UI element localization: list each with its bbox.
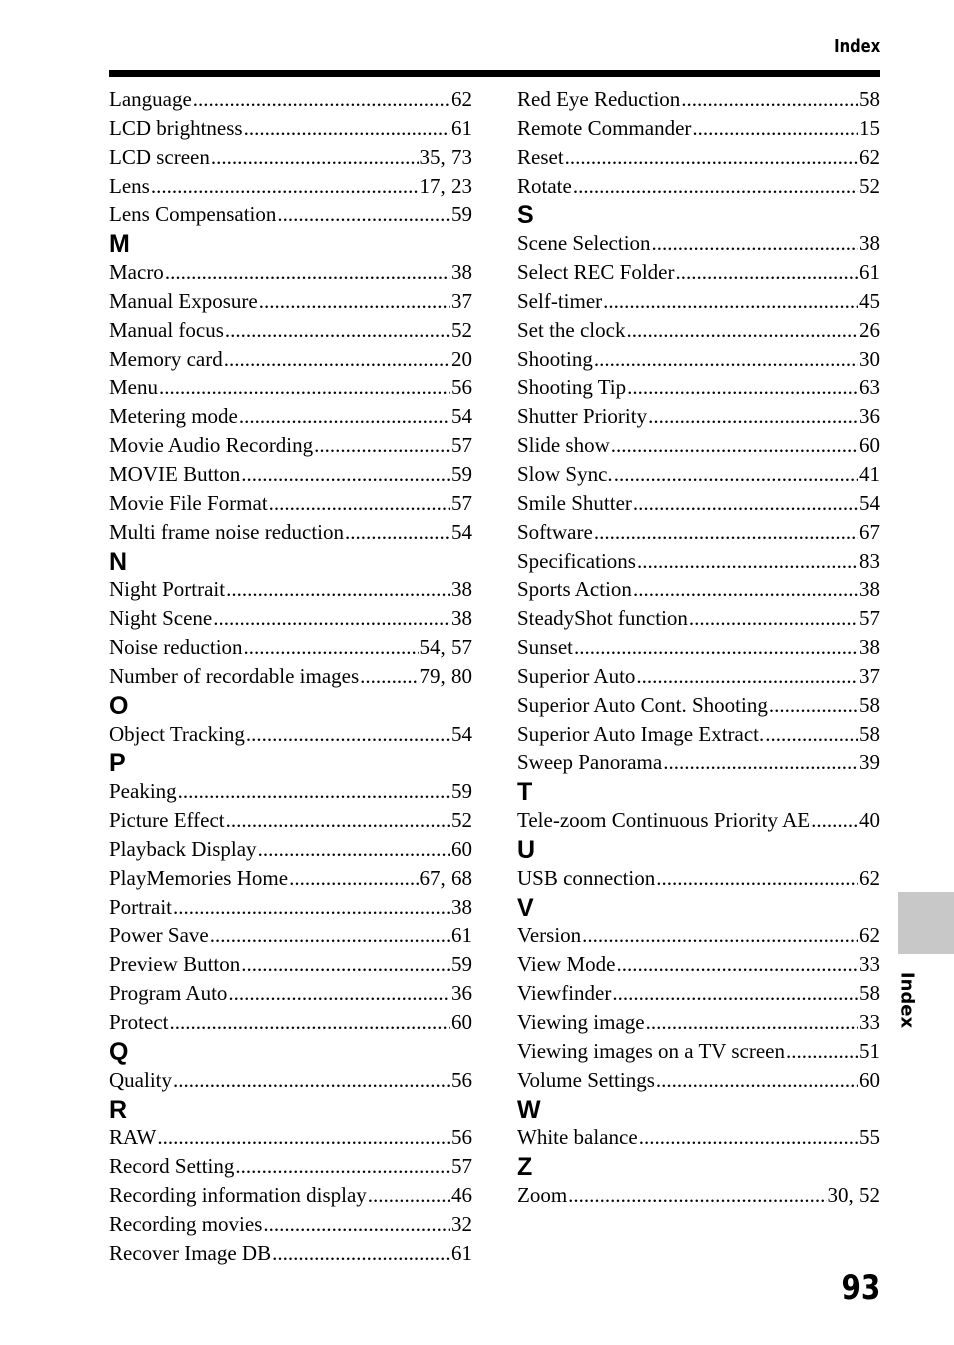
index-page-ref[interactable]: 52 <box>451 317 472 342</box>
index-page-ref[interactable]: 38 <box>859 635 880 660</box>
dot-leader <box>246 720 450 749</box>
index-column-right <box>517 85 880 1210</box>
dot-leader <box>626 316 858 345</box>
dot-leader <box>811 806 858 835</box>
index-term: Night Scene <box>109 606 213 631</box>
dot-leader <box>277 200 450 229</box>
index-page-ref[interactable]: 61 <box>859 260 880 285</box>
index-term: Noise reduction <box>109 635 243 660</box>
dot-leader <box>652 229 858 258</box>
index-entry <box>517 431 880 460</box>
dot-leader <box>228 979 450 1008</box>
index-page-ref[interactable]: 38 <box>859 231 880 256</box>
index-term: Memory card <box>109 346 223 371</box>
index-term: Self-timer <box>517 288 603 313</box>
index-page-ref[interactable]: 41 <box>859 461 880 486</box>
index-page-ref[interactable]: 15 <box>859 115 880 140</box>
dot-leader <box>574 633 858 662</box>
index-term: Language <box>109 87 192 111</box>
index-term: Metering mode <box>109 404 238 429</box>
index-term: Manual Exposure <box>109 288 258 313</box>
dot-leader <box>211 143 419 172</box>
index-term: Sweep Panorama <box>517 750 663 775</box>
index-term: USB connection <box>517 865 656 890</box>
index-entry <box>109 777 472 806</box>
index-page-ref[interactable]: 37 <box>451 288 472 313</box>
index-entry <box>517 114 880 143</box>
dot-leader <box>633 489 858 518</box>
dot-leader <box>573 172 858 201</box>
dot-leader <box>627 373 858 402</box>
index-page-ref[interactable]: 58 <box>859 692 880 717</box>
dot-leader <box>594 345 858 374</box>
index-page-ref[interactable]: 54 <box>859 490 880 515</box>
index-entry <box>109 979 472 1008</box>
index-term: Menu <box>109 375 158 400</box>
dot-leader <box>368 1181 450 1210</box>
index-term: View Mode <box>517 952 616 977</box>
index-term: Viewfinder <box>517 981 612 1006</box>
index-page-ref[interactable]: 62 <box>859 865 880 890</box>
index-entry <box>517 287 880 316</box>
index-term: Sports Action <box>517 577 632 602</box>
index-page-ref[interactable]: 62 <box>859 144 880 169</box>
index-page-ref[interactable]: 63 <box>859 375 880 400</box>
index-entry <box>109 1008 472 1037</box>
index-entry <box>517 258 880 287</box>
index-page-ref[interactable]: 56 <box>451 1125 472 1150</box>
index-term: Object Tracking <box>109 721 245 746</box>
index-page-ref[interactable]: 60 <box>859 433 880 458</box>
index-term: Power Save <box>109 923 209 948</box>
index-letter-heading: Q <box>109 1037 129 1066</box>
index-letter-heading: S <box>517 201 534 230</box>
index-page-ref[interactable]: 30 <box>859 346 880 371</box>
dot-leader <box>769 691 858 720</box>
index-term: Tele-zoom Continuous Priority AE <box>517 808 811 833</box>
index-term: RAW <box>109 1125 157 1150</box>
index-page-ref[interactable]: 33 <box>859 952 880 977</box>
index-page-ref[interactable]: 61 <box>451 1240 472 1265</box>
dot-leader <box>173 1066 450 1095</box>
index-page-ref[interactable]: 38 <box>451 577 472 602</box>
index-term: Slow Sync. <box>517 461 613 486</box>
dot-leader <box>646 1008 858 1037</box>
dot-leader <box>239 402 450 431</box>
index-term: Lens <box>109 173 150 198</box>
dot-leader <box>637 547 858 576</box>
dot-leader <box>314 431 450 460</box>
index-term: Multi frame noise reduction <box>109 519 345 544</box>
index-page-ref[interactable]: 62 <box>859 923 880 948</box>
index-entry <box>517 143 880 172</box>
dot-leader <box>663 748 858 777</box>
index-term: Night Portrait <box>109 577 226 602</box>
index-letter-heading: T <box>517 778 533 807</box>
index-entry <box>517 950 880 979</box>
index-page-ref[interactable]: 46 <box>451 1183 472 1208</box>
index-page-ref[interactable]: 39 <box>859 750 880 775</box>
index-entry <box>109 921 472 950</box>
index-term: Protect <box>109 1010 169 1034</box>
dot-leader <box>225 316 450 345</box>
dot-leader <box>157 1123 450 1152</box>
index-term: Preview Button <box>109 952 241 977</box>
index-entry <box>109 345 472 374</box>
index-letter-heading: W <box>517 1095 541 1124</box>
index-term: LCD screen <box>109 144 210 169</box>
dot-leader <box>656 1066 858 1095</box>
section-header-label: Index <box>833 36 880 57</box>
index-term: Movie File Format <box>109 490 268 515</box>
index-term: Recording information display <box>109 1183 367 1208</box>
dot-leader <box>272 1239 450 1268</box>
index-letter-heading: O <box>109 691 129 720</box>
index-page-ref[interactable]: 62 <box>451 87 472 111</box>
index-page-ref[interactable]: 54, 57 <box>419 635 472 660</box>
index-term: PlayMemories Home <box>109 865 289 890</box>
index-entry <box>109 287 472 316</box>
side-tab-label: Index <box>896 971 918 1029</box>
dot-leader <box>639 1123 858 1152</box>
index-page-ref[interactable]: 37 <box>859 663 880 688</box>
dot-leader <box>656 864 858 893</box>
dot-leader <box>568 1181 826 1210</box>
dot-leader <box>648 402 858 431</box>
index-letter-heading: N <box>109 547 128 576</box>
index-letter-heading: P <box>109 749 126 778</box>
index-page-ref[interactable]: 57 <box>451 433 472 458</box>
dot-leader <box>159 373 450 402</box>
index-term: Shooting <box>517 346 593 371</box>
index-page-ref[interactable]: 20 <box>451 346 472 371</box>
dot-leader <box>173 893 450 922</box>
index-page-ref[interactable]: 52 <box>451 808 472 833</box>
index-entry <box>517 518 880 547</box>
index-entry <box>109 893 472 922</box>
index-letter-heading: U <box>517 835 536 864</box>
index-entry <box>109 835 472 864</box>
dot-leader <box>244 633 419 662</box>
index-term: Superior Auto <box>517 663 636 688</box>
index-entry <box>109 1123 472 1152</box>
index-page-ref[interactable]: 26 <box>859 317 880 342</box>
index-entry <box>517 489 880 518</box>
index-term: Smile Shutter <box>517 490 632 515</box>
index-entry <box>109 489 472 518</box>
index-term: Software <box>517 519 593 544</box>
dot-leader <box>614 460 858 489</box>
index-entry <box>109 1239 472 1268</box>
index-page-ref[interactable]: 58 <box>859 721 880 746</box>
index-page-ref[interactable]: 58 <box>859 981 880 1006</box>
index-page-ref[interactable]: 54 <box>451 519 472 544</box>
dot-leader <box>616 950 858 979</box>
index-page-ref[interactable]: 55 <box>859 1125 880 1150</box>
index-page-ref[interactable]: 38 <box>451 606 472 631</box>
index-entry <box>517 1181 880 1210</box>
index-letter-heading: M <box>109 230 130 259</box>
index-page-ref[interactable]: 58 <box>859 87 880 111</box>
index-entry <box>109 1066 472 1095</box>
index-entry <box>517 979 880 1008</box>
dot-leader <box>675 258 858 287</box>
dot-leader <box>258 835 450 864</box>
index-entry <box>109 950 472 979</box>
dot-leader <box>235 1152 450 1181</box>
index-entry <box>109 114 472 143</box>
index-page-ref[interactable]: 57 <box>859 606 880 631</box>
dot-leader <box>786 1037 858 1066</box>
index-entry <box>517 691 880 720</box>
index-term: Record Setting <box>109 1154 235 1179</box>
index-entry <box>517 172 880 201</box>
dot-leader <box>689 604 858 633</box>
dot-leader <box>210 921 450 950</box>
dot-leader <box>565 143 858 172</box>
index-letter-heading: R <box>109 1095 128 1124</box>
dot-leader <box>594 518 858 547</box>
index-entry <box>109 720 472 749</box>
dot-leader <box>244 114 450 143</box>
dot-leader <box>611 431 858 460</box>
dot-leader <box>345 518 450 547</box>
index-entry <box>109 633 472 662</box>
index-page-ref[interactable]: 67 <box>859 519 880 544</box>
index-page-ref[interactable]: 59 <box>451 461 472 486</box>
dot-leader <box>263 1210 450 1239</box>
dot-leader <box>151 172 419 201</box>
index-page-ref[interactable]: 36 <box>451 981 472 1006</box>
index-entry <box>109 460 472 489</box>
index-entry <box>109 143 472 172</box>
index-page-ref[interactable]: 67, 68 <box>419 865 472 890</box>
index-entry <box>517 316 880 345</box>
index-page-ref[interactable]: 59 <box>451 779 472 804</box>
index-term: Movie Audio Recording <box>109 433 314 458</box>
index-term: Viewing images on a TV screen <box>517 1038 785 1063</box>
index-term: Lens Compensation <box>109 202 277 227</box>
index-entry <box>517 460 880 489</box>
index-term: Reset <box>517 144 564 169</box>
index-entry <box>517 547 880 576</box>
dot-leader <box>633 575 858 604</box>
index-term: Volume Settings <box>517 1067 655 1092</box>
dot-leader <box>259 287 450 316</box>
index-page-ref[interactable]: 56 <box>451 1067 472 1092</box>
index-term: Manual focus <box>109 317 224 342</box>
index-page-ref[interactable]: 33 <box>859 1010 880 1034</box>
dot-leader <box>765 720 858 749</box>
index-letter-heading: V <box>517 893 534 922</box>
index-entry <box>109 316 472 345</box>
index-entry <box>517 373 880 402</box>
index-term: Set the clock <box>517 317 626 342</box>
index-term: Playback Display <box>109 836 257 861</box>
index-entry <box>109 1181 472 1210</box>
index-term: Program Auto <box>109 981 228 1006</box>
dot-leader <box>241 460 450 489</box>
index-page-ref[interactable]: 51 <box>859 1038 880 1063</box>
index-entry <box>517 720 880 749</box>
index-page-ref[interactable]: 38 <box>451 260 472 285</box>
index-entry <box>517 748 880 777</box>
index-term: Recording movies <box>109 1211 263 1236</box>
dot-leader <box>226 575 450 604</box>
index-entry <box>109 864 472 893</box>
index-page-ref[interactable]: 17, 23 <box>419 173 472 198</box>
index-entry <box>517 1008 880 1037</box>
index-page-ref[interactable]: 60 <box>859 1067 880 1092</box>
index-term: Number of recordable images <box>109 663 360 688</box>
index-term: Macro <box>109 260 164 285</box>
index-page-ref[interactable]: 79, 80 <box>419 663 472 688</box>
index-page-ref[interactable]: 61 <box>451 115 472 140</box>
index-term: Portrait <box>109 894 172 919</box>
index-page-ref[interactable]: 35, 73 <box>419 144 472 169</box>
header-rule <box>109 70 880 77</box>
index-entry <box>109 806 472 835</box>
index-term: White balance <box>517 1125 638 1150</box>
index-term: Superior Auto Cont. Shooting <box>517 692 768 717</box>
dot-leader <box>360 662 418 691</box>
index-entry <box>517 229 880 258</box>
index-page-ref[interactable]: 57 <box>451 1154 472 1179</box>
index-term: SteadyShot function <box>517 606 688 631</box>
dot-leader <box>226 806 450 835</box>
dot-leader <box>241 950 450 979</box>
index-entry <box>517 864 880 893</box>
index-page-ref[interactable]: 40 <box>859 808 880 833</box>
index-entry <box>517 1037 880 1066</box>
index-entry <box>109 258 472 287</box>
index-page-ref[interactable]: 61 <box>451 923 472 948</box>
index-letter-heading: Z <box>517 1153 533 1182</box>
index-entry <box>109 1210 472 1239</box>
index-term: LCD brightness <box>109 115 243 140</box>
page-number: 93 <box>841 1268 880 1308</box>
index-page-ref[interactable]: 60 <box>451 836 472 861</box>
dot-leader <box>603 287 858 316</box>
index-entry <box>109 604 472 633</box>
index-entry <box>109 172 472 201</box>
dot-leader <box>612 979 858 1008</box>
index-entry <box>109 402 472 431</box>
index-entry <box>517 604 880 633</box>
index-entry <box>517 1123 880 1152</box>
index-page-ref[interactable]: 38 <box>859 577 880 602</box>
index-term: Shutter Priority <box>517 404 648 429</box>
index-entry <box>109 662 472 691</box>
index-page-ref[interactable]: 32 <box>451 1211 472 1236</box>
index-entry <box>517 921 880 950</box>
index-page-ref[interactable]: 38 <box>451 894 472 919</box>
dot-leader <box>178 777 450 806</box>
index-page-ref[interactable]: 60 <box>451 1010 472 1034</box>
index-entry <box>109 1152 472 1181</box>
index-column-left <box>109 85 472 1268</box>
index-term: Select REC Folder <box>517 260 675 285</box>
index-entry <box>517 1066 880 1095</box>
index-page-ref[interactable]: 52 <box>859 173 880 198</box>
index-term: Red Eye Reduction <box>517 87 681 111</box>
dot-leader <box>636 662 858 691</box>
index-page-ref[interactable]: 83 <box>859 548 880 573</box>
index-page-ref[interactable]: 57 <box>451 490 472 515</box>
index-term: Superior Auto Image Extract. <box>517 721 765 746</box>
index-entry <box>109 373 472 402</box>
index-entry <box>517 633 880 662</box>
index-entry <box>517 345 880 374</box>
index-term: Peaking <box>109 779 177 804</box>
dot-leader <box>224 345 450 374</box>
index-term: Specifications <box>517 548 636 573</box>
index-term: Remote Commander <box>517 115 692 140</box>
index-term: Sunset <box>517 635 574 660</box>
index-entry <box>517 806 880 835</box>
index-entry <box>109 575 472 604</box>
index-entry <box>517 85 880 114</box>
index-page-ref[interactable]: 45 <box>859 288 880 313</box>
index-page-ref[interactable]: 30, 52 <box>827 1183 880 1208</box>
index-term: Slide show <box>517 433 610 458</box>
index-entry <box>109 200 472 229</box>
index-page-ref[interactable]: 54 <box>451 721 472 746</box>
index-page-ref[interactable]: 54 <box>451 404 472 429</box>
dot-leader <box>193 85 450 114</box>
index-term: Shooting Tip <box>517 375 627 400</box>
index-entry <box>517 662 880 691</box>
index-term: Version <box>517 923 582 948</box>
dot-leader <box>681 85 858 114</box>
index-term: Scene Selection <box>517 231 651 256</box>
index-term: Picture Effect <box>109 808 225 833</box>
index-term: Zoom <box>517 1183 568 1208</box>
index-page-ref[interactable]: 59 <box>451 202 472 227</box>
index-term: Viewing image <box>517 1010 645 1034</box>
dot-leader <box>269 489 450 518</box>
index-entry <box>109 85 472 114</box>
index-page-ref[interactable]: 56 <box>451 375 472 400</box>
index-term: Recover Image DB <box>109 1240 272 1265</box>
dot-leader <box>692 114 858 143</box>
index-term: Rotate <box>517 173 572 198</box>
dot-leader <box>289 864 418 893</box>
index-page-ref[interactable]: 59 <box>451 952 472 977</box>
dot-leader <box>582 921 858 950</box>
dot-leader <box>169 1008 450 1037</box>
index-term: MOVIE Button <box>109 461 241 486</box>
index-entry <box>109 431 472 460</box>
index-term: Quality <box>109 1067 172 1092</box>
index-entry <box>517 402 880 431</box>
index-entry <box>517 575 880 604</box>
index-entry <box>109 518 472 547</box>
dot-leader <box>213 604 450 633</box>
dot-leader <box>165 258 450 287</box>
side-tab-marker <box>898 892 954 954</box>
index-page-ref[interactable]: 36 <box>859 404 880 429</box>
